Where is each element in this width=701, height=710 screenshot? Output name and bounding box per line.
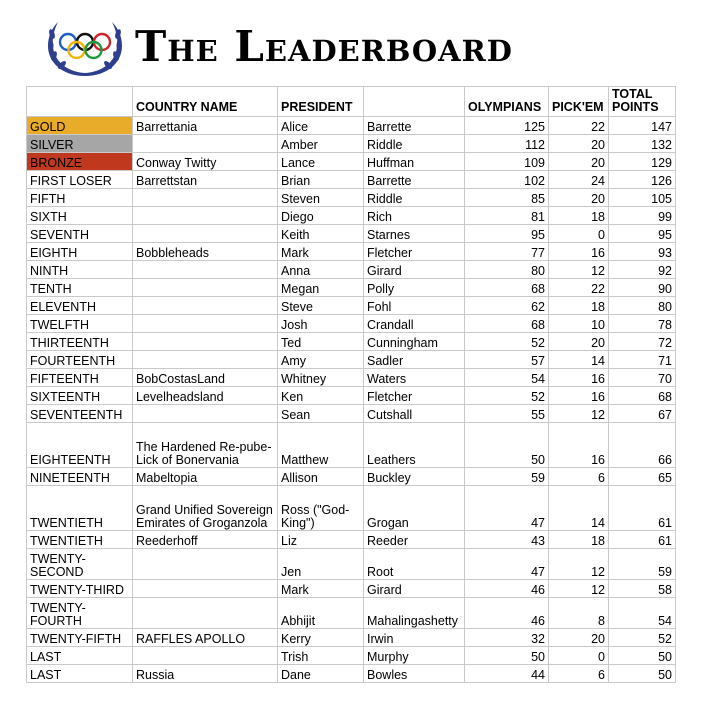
country-cell	[133, 297, 278, 315]
president-last-name-cell: Fohl	[364, 297, 465, 315]
table-row	[27, 629, 676, 647]
president-first-name-cell: Liz	[278, 531, 364, 549]
country-cell: Mabeltopia	[133, 468, 278, 486]
pickem-cell: 24	[549, 171, 609, 189]
rank-cell: NINETEENTH	[27, 468, 133, 486]
olympians-cell: 59	[465, 468, 549, 486]
country-cell	[133, 279, 278, 297]
president-last-name-cell: Cutshall	[364, 405, 465, 423]
pickem-cell: 22	[549, 117, 609, 135]
total-points-cell: 72	[609, 333, 676, 351]
rank-cell: SIXTEENTH	[27, 387, 133, 405]
pickem-column-header: PICK'EM	[549, 87, 609, 117]
rank-cell: SEVENTEENTH	[27, 405, 133, 423]
olympians-cell: 81	[465, 207, 549, 225]
olympic-rings-laurel-icon	[42, 18, 128, 80]
olympians-cell: 62	[465, 297, 549, 315]
country-cell: Levelheadsland	[133, 387, 278, 405]
country-column-header: COUNTRY NAME	[133, 87, 278, 117]
president-first-name-cell: Amy	[278, 351, 364, 369]
president-first-name-cell: Sean	[278, 405, 364, 423]
pickem-cell: 6	[549, 468, 609, 486]
president-first-name-cell: Keith	[278, 225, 364, 243]
pickem-cell: 20	[549, 333, 609, 351]
president-first-name-cell: Amber	[278, 135, 364, 153]
pickem-cell: 16	[549, 387, 609, 405]
leaderboard-table	[26, 86, 676, 683]
rank-cell: FIRST LOSER	[27, 171, 133, 189]
total-points-cell: 95	[609, 225, 676, 243]
president-last-name-cell: Fletcher	[364, 243, 465, 261]
olympians-cell: 46	[465, 580, 549, 598]
president-first-name-cell: Steven	[278, 189, 364, 207]
president-last-name-cell: Fletcher	[364, 387, 465, 405]
olympians-cell: 125	[465, 117, 549, 135]
rank-cell: LAST	[27, 665, 133, 683]
rank-cell: FIFTH	[27, 189, 133, 207]
olympians-cell: 50	[465, 647, 549, 665]
total-points-cell: 59	[609, 549, 676, 580]
pickem-cell: 8	[549, 598, 609, 629]
rank-cell: EIGHTH	[27, 243, 133, 261]
president-last-name-cell: Riddle	[364, 189, 465, 207]
header	[0, 0, 701, 86]
rank-cell: TWENTIETH	[27, 531, 133, 549]
country-cell	[133, 351, 278, 369]
table-row	[27, 468, 676, 486]
country-cell	[133, 405, 278, 423]
table-header	[27, 87, 676, 117]
pickem-cell: 18	[549, 297, 609, 315]
rank-cell: BRONZE	[27, 153, 133, 171]
total-points-cell: 65	[609, 468, 676, 486]
olympians-column-header: OLYMPIANS	[465, 87, 549, 117]
president-first-name-cell: Alice	[278, 117, 364, 135]
table-row	[27, 549, 676, 580]
president-first-name-cell: Dane	[278, 665, 364, 683]
president-last-name-cell: Grogan	[364, 486, 465, 531]
pickem-cell: 18	[549, 207, 609, 225]
table-row	[27, 315, 676, 333]
olympians-cell: 109	[465, 153, 549, 171]
president-last-name-cell: Girard	[364, 580, 465, 598]
rank-cell: TWELFTH	[27, 315, 133, 333]
country-cell: Russia	[133, 665, 278, 683]
olympians-cell: 80	[465, 261, 549, 279]
olympians-cell: 95	[465, 225, 549, 243]
total-points-cell: 50	[609, 647, 676, 665]
total-points-cell: 68	[609, 387, 676, 405]
president-first-name-cell: Steve	[278, 297, 364, 315]
pickem-cell: 14	[549, 351, 609, 369]
olympians-cell: 85	[465, 189, 549, 207]
table-row	[27, 665, 676, 683]
country-cell: RAFFLES APOLLO	[133, 629, 278, 647]
president-first-name-cell: Ted	[278, 333, 364, 351]
pickem-cell: 14	[549, 486, 609, 531]
pickem-cell: 22	[549, 279, 609, 297]
president-first-name-cell: Lance	[278, 153, 364, 171]
president-first-name-cell: Abhijit	[278, 598, 364, 629]
olympians-cell: 68	[465, 315, 549, 333]
table-row	[27, 297, 676, 315]
table-row	[27, 171, 676, 189]
table-row	[27, 647, 676, 665]
president-last-name-cell: Rich	[364, 207, 465, 225]
olympians-cell: 112	[465, 135, 549, 153]
rank-cell: TWENTIETH	[27, 486, 133, 531]
total-points-cell: 93	[609, 243, 676, 261]
president-last-name-cell: Cunningham	[364, 333, 465, 351]
olympians-cell: 52	[465, 387, 549, 405]
president-last-name-cell: Bowles	[364, 665, 465, 683]
country-cell	[133, 580, 278, 598]
president-last-name-cell: Starnes	[364, 225, 465, 243]
president-first-name-cell: Anna	[278, 261, 364, 279]
pickem-cell: 20	[549, 153, 609, 171]
total-points-cell: 99	[609, 207, 676, 225]
rank-cell: SIXTH	[27, 207, 133, 225]
rank-cell: TWENTY-THIRD	[27, 580, 133, 598]
rank-cell: TWENTY-FOURTH	[27, 598, 133, 629]
table-row	[27, 531, 676, 549]
rank-cell: FOURTEENTH	[27, 351, 133, 369]
country-cell	[133, 315, 278, 333]
country-cell: BobCostasLand	[133, 369, 278, 387]
table-row	[27, 225, 676, 243]
table-row	[27, 486, 676, 531]
president-last-name-cell: Huffman	[364, 153, 465, 171]
president-last-name-cell: Irwin	[364, 629, 465, 647]
president-first-name-cell: Whitney	[278, 369, 364, 387]
country-cell	[133, 207, 278, 225]
pickem-cell: 20	[549, 629, 609, 647]
president-last-name-cell: Leathers	[364, 423, 465, 468]
page-title: The Leaderboard	[135, 22, 513, 71]
olympians-cell: 43	[465, 531, 549, 549]
pickem-cell: 6	[549, 665, 609, 683]
table-row	[27, 279, 676, 297]
table-row	[27, 598, 676, 629]
country-cell	[133, 261, 278, 279]
country-cell	[133, 598, 278, 629]
pickem-cell: 12	[549, 261, 609, 279]
pickem-cell: 12	[549, 405, 609, 423]
pickem-cell: 0	[549, 225, 609, 243]
president-last-name-cell: Root	[364, 549, 465, 580]
total-points-cell: 126	[609, 171, 676, 189]
president-first-name-cell: Matthew	[278, 423, 364, 468]
rank-cell: TWENTY-FIFTH	[27, 629, 133, 647]
president-last-name-cell: Barrette	[364, 117, 465, 135]
total-points-cell: 58	[609, 580, 676, 598]
table-body	[27, 117, 676, 683]
total-points-cell: 132	[609, 135, 676, 153]
country-cell	[133, 549, 278, 580]
rank-cell: LAST	[27, 647, 133, 665]
president-first-name-cell: Ken	[278, 387, 364, 405]
olympians-cell: 32	[465, 629, 549, 647]
country-cell: Barrettstan	[133, 171, 278, 189]
president-last-column-header	[364, 87, 465, 117]
olympians-cell: 68	[465, 279, 549, 297]
total-points-cell: 61	[609, 531, 676, 549]
rank-cell: GOLD	[27, 117, 133, 135]
pickem-cell: 20	[549, 135, 609, 153]
country-cell	[133, 189, 278, 207]
country-cell: Barrettania	[133, 117, 278, 135]
total-points-cell: 71	[609, 351, 676, 369]
president-last-name-cell: Riddle	[364, 135, 465, 153]
president-last-name-cell: Buckley	[364, 468, 465, 486]
rank-cell: EIGHTEENTH	[27, 423, 133, 468]
olympians-cell: 46	[465, 598, 549, 629]
president-first-name-cell: Jen	[278, 549, 364, 580]
pickem-cell: 16	[549, 423, 609, 468]
olympians-cell: 102	[465, 171, 549, 189]
president-last-name-cell: Waters	[364, 369, 465, 387]
total-points-cell: 61	[609, 486, 676, 531]
rank-cell: ELEVENTH	[27, 297, 133, 315]
total-points-cell: 67	[609, 405, 676, 423]
president-first-name-cell: Mark	[278, 580, 364, 598]
country-cell: The Hardened Re-pube-Lick of Bonervania	[133, 423, 278, 468]
table-row	[27, 117, 676, 135]
rank-cell: TENTH	[27, 279, 133, 297]
total-points-cell: 90	[609, 279, 676, 297]
president-first-name-cell: Brian	[278, 171, 364, 189]
pickem-cell: 20	[549, 189, 609, 207]
header-row	[27, 87, 676, 117]
table-row	[27, 207, 676, 225]
total-points-cell: 147	[609, 117, 676, 135]
president-first-name-cell: Diego	[278, 207, 364, 225]
table-row	[27, 405, 676, 423]
president-first-name-cell: Kerry	[278, 629, 364, 647]
table-row	[27, 243, 676, 261]
total-points-cell: 70	[609, 369, 676, 387]
president-last-name-cell: Barrette	[364, 171, 465, 189]
olympians-cell: 50	[465, 423, 549, 468]
total-points-cell: 92	[609, 261, 676, 279]
president-first-name-cell: Allison	[278, 468, 364, 486]
table-row	[27, 261, 676, 279]
president-last-name-cell: Crandall	[364, 315, 465, 333]
total-points-cell: 50	[609, 665, 676, 683]
total-points-cell: 66	[609, 423, 676, 468]
total-points-cell: 54	[609, 598, 676, 629]
rank-cell: SILVER	[27, 135, 133, 153]
rank-column-header	[27, 87, 133, 117]
total-points-column-header: TOTAL POINTS	[609, 87, 676, 117]
pickem-cell: 10	[549, 315, 609, 333]
total-points-cell: 129	[609, 153, 676, 171]
country-cell: Reederhoff	[133, 531, 278, 549]
country-cell	[133, 225, 278, 243]
olympians-cell: 57	[465, 351, 549, 369]
rank-cell: SEVENTH	[27, 225, 133, 243]
president-last-name-cell: Reeder	[364, 531, 465, 549]
table-row	[27, 369, 676, 387]
president-first-name-cell: Mark	[278, 243, 364, 261]
country-cell: Bobbleheads	[133, 243, 278, 261]
rank-cell: NINTH	[27, 261, 133, 279]
president-first-name-cell: Ross ("God-King")	[278, 486, 364, 531]
president-first-name-cell: Josh	[278, 315, 364, 333]
table-row	[27, 423, 676, 468]
pickem-cell: 18	[549, 531, 609, 549]
total-points-cell: 52	[609, 629, 676, 647]
total-points-cell: 78	[609, 315, 676, 333]
pickem-cell: 12	[549, 580, 609, 598]
olympians-cell: 52	[465, 333, 549, 351]
olympians-cell: 54	[465, 369, 549, 387]
rank-cell: THIRTEENTH	[27, 333, 133, 351]
rank-cell: TWENTY-SECOND	[27, 549, 133, 580]
olympians-cell: 44	[465, 665, 549, 683]
table-row	[27, 580, 676, 598]
table-row	[27, 387, 676, 405]
table-row	[27, 333, 676, 351]
president-first-name-cell: Trish	[278, 647, 364, 665]
president-first-column-header: PRESIDENT	[278, 87, 364, 117]
country-cell	[133, 135, 278, 153]
total-points-cell: 105	[609, 189, 676, 207]
pickem-cell: 0	[549, 647, 609, 665]
country-cell: Grand Unified Sovereign Emirates of Groganzola	[133, 486, 278, 531]
olympians-cell: 47	[465, 549, 549, 580]
president-first-name-cell: Megan	[278, 279, 364, 297]
country-cell	[133, 333, 278, 351]
president-last-name-cell: Girard	[364, 261, 465, 279]
total-points-cell: 80	[609, 297, 676, 315]
olympians-cell: 55	[465, 405, 549, 423]
olympians-cell: 47	[465, 486, 549, 531]
pickem-cell: 16	[549, 243, 609, 261]
country-cell: Conway Twitty	[133, 153, 278, 171]
pickem-cell: 12	[549, 549, 609, 580]
table-row	[27, 351, 676, 369]
rank-cell: FIFTEENTH	[27, 369, 133, 387]
president-last-name-cell: Murphy	[364, 647, 465, 665]
president-last-name-cell: Mahalingashetty	[364, 598, 465, 629]
olympians-cell: 77	[465, 243, 549, 261]
president-last-name-cell: Sadler	[364, 351, 465, 369]
president-last-name-cell: Polly	[364, 279, 465, 297]
pickem-cell: 16	[549, 369, 609, 387]
table-row	[27, 153, 676, 171]
table-row	[27, 135, 676, 153]
country-cell	[133, 647, 278, 665]
table-row	[27, 189, 676, 207]
